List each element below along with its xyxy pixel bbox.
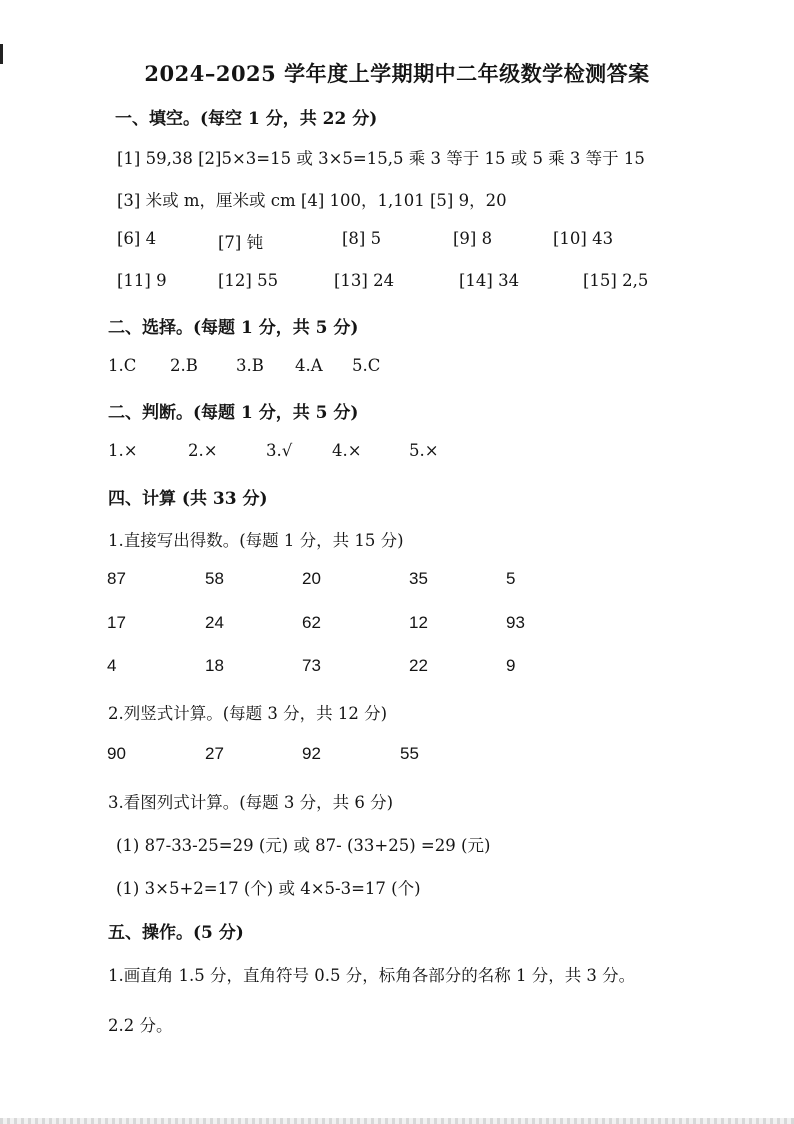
scan-bottom-edge bbox=[0, 1118, 794, 1124]
vertical-calc-answer: 27 bbox=[205, 744, 224, 763]
section-operation-heading: 五、操作。(5 分) bbox=[108, 923, 244, 943]
calc-answer: 9 bbox=[506, 656, 516, 675]
calc-answer: 17 bbox=[107, 613, 126, 632]
calc-answer: 24 bbox=[205, 613, 224, 632]
calc-answer: 18 bbox=[205, 656, 224, 675]
fill-blank-item: [8] 5 bbox=[342, 229, 382, 248]
choice-answer: 2.B bbox=[170, 356, 198, 375]
fill-blank-item: [6] 4 bbox=[117, 229, 157, 248]
calc-answer: 73 bbox=[302, 656, 321, 675]
picture-calc-answer-2: (1) 3×5+2=17 (个) 或 4×5-3=17 (个) bbox=[116, 879, 421, 898]
calc-sub-heading-3: 3.看图列式计算。(每题 3 分，共 6 分) bbox=[108, 793, 394, 812]
judge-answer: 2.× bbox=[188, 441, 218, 460]
vertical-calc-answer: 55 bbox=[400, 744, 419, 763]
calc-answer: 87 bbox=[107, 569, 126, 588]
fill-blank-item: [14] 34 bbox=[459, 271, 520, 290]
judge-answer: 1.× bbox=[108, 441, 138, 460]
fill-blank-item: [9] 8 bbox=[453, 229, 493, 248]
calc-sub-heading-2: 2.列竖式计算。(每题 3 分，共 12 分) bbox=[108, 704, 388, 723]
judge-answer: 5.× bbox=[409, 441, 439, 460]
fill-blank-item: [13] 24 bbox=[334, 271, 395, 290]
fill-blank-item: [11] 9 bbox=[117, 271, 167, 290]
fill-blank-item: [12] 55 bbox=[218, 271, 279, 290]
choice-answer: 4.A bbox=[295, 356, 323, 375]
vertical-calc-answer: 92 bbox=[302, 744, 321, 763]
calc-answer: 93 bbox=[506, 613, 525, 632]
fill-blank-item: [15] 2,5 bbox=[583, 271, 649, 290]
calc-answer: 58 bbox=[205, 569, 224, 588]
section-choice-heading: 二、选择。(每题 1 分，共 5 分) bbox=[108, 318, 359, 338]
judge-answer: 4.× bbox=[332, 441, 362, 460]
calc-sub-heading-1: 1.直接写出得数。(每题 1 分，共 15 分) bbox=[108, 531, 404, 550]
choice-answer: 3.B bbox=[236, 356, 264, 375]
judge-answer: 3.√ bbox=[266, 441, 293, 460]
calc-answer: 22 bbox=[409, 656, 428, 675]
calc-answer: 62 bbox=[302, 613, 321, 632]
calc-answer: 5 bbox=[506, 569, 516, 588]
choice-answer: 5.C bbox=[352, 356, 381, 375]
calc-answer: 35 bbox=[409, 569, 428, 588]
section-judge-heading: 二、判断。(每题 1 分，共 5 分) bbox=[108, 403, 359, 423]
calc-answer: 20 bbox=[302, 569, 321, 588]
fill-blank-row-1: [1] 59,38 [2]5×3=15 或 3×5=15,5 乘 3 等于 15 或 5 乘 3 等于 15 bbox=[117, 149, 645, 168]
operation-answer-1: 1.画直角 1.5 分，直角符号 0.5 分，标角各部分的名称 1 分，共 3 分。 bbox=[108, 966, 636, 985]
choice-answer: 1.C bbox=[108, 356, 137, 375]
operation-answer-2: 2.2 分。 bbox=[108, 1016, 173, 1035]
fill-blank-item: [10] 43 bbox=[553, 229, 614, 248]
section-calc-heading: 四、计算 (共 33 分) bbox=[108, 489, 268, 509]
vertical-calc-answer: 90 bbox=[107, 744, 126, 763]
calc-answer: 4 bbox=[107, 656, 117, 675]
fill-blank-item: [7] 钝 bbox=[218, 233, 264, 252]
calc-answer: 12 bbox=[409, 613, 428, 632]
section-fill-blank-heading: 一、填空。(每空 1 分，共 22 分) bbox=[115, 109, 378, 129]
page-title: 2024–2025 学年度上学期期中二年级数学检测答案 bbox=[144, 61, 650, 86]
picture-calc-answer-1: (1) 87-33-25=29 (元) 或 87- (33+25) =29 (元) bbox=[116, 836, 491, 855]
fill-blank-row-2: [3] 米或 m，厘米或 cm [4] 100，1,101 [5] 9，20 bbox=[117, 191, 507, 210]
